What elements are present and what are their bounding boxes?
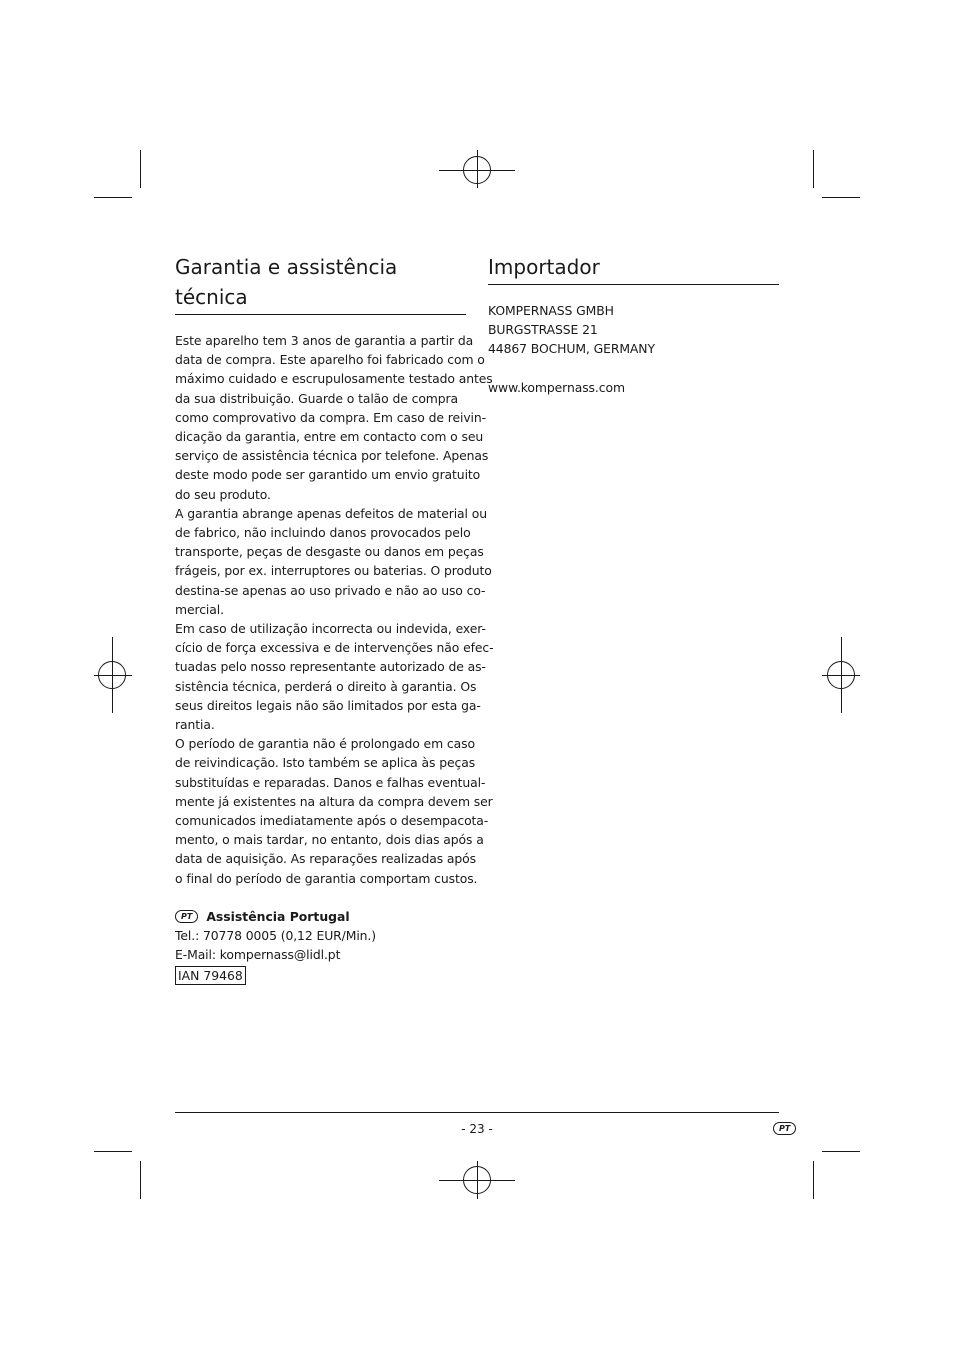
warranty-line: deste modo pode ser garantido um envio gratuito <box>175 467 481 483</box>
warranty-line: mercial. <box>175 601 224 617</box>
warranty-line: seus direitos legais não são limitados por esta ga- <box>175 697 481 713</box>
warranty-line: comunicados imediatamente após o desempacota- <box>175 813 489 829</box>
service-title: Assistência Portugal <box>206 909 350 925</box>
warranty-line: máximo cuidado e escrupulosamente testado antes <box>175 371 493 387</box>
pt-country-badge: PT <box>175 910 198 923</box>
warranty-line: substituídas e reparadas. Danos e falhas eventual- <box>175 774 486 790</box>
service-tel: Tel.: 70778 0005 (0,12 EUR/Min.) <box>175 928 377 944</box>
warranty-line: A garantia abrange apenas defeitos de material ou <box>175 505 487 521</box>
warranty-line: sistência técnica, perderá o direito à garantia. Os <box>175 678 477 694</box>
importer-heading: Importador <box>488 252 779 285</box>
warranty-line: cício de força excessiva e de intervenções não efec- <box>175 640 494 656</box>
address-line: BURGSTRASSE 21 <box>488 322 598 338</box>
address-line: KOMPERNASS GMBH <box>488 303 614 318</box>
warranty-line: transporte, peças de desgaste ou danos em peças <box>175 544 484 560</box>
warranty-line: Em caso de utilização incorrecta ou indevida, exer- <box>175 621 486 637</box>
page-number: - 23 - <box>461 1122 493 1136</box>
crop-mark <box>94 197 132 198</box>
ian-number: IAN 79468 <box>175 966 246 985</box>
crop-mark <box>94 1151 132 1152</box>
warranty-text <box>175 331 494 888</box>
footer-rule <box>175 1112 779 1113</box>
warranty-heading: Garantia e assistência técnica <box>175 252 466 315</box>
warranty-line: destina-se apenas ao uso privado e não ao uso co- <box>175 582 486 598</box>
service-email: E-Mail: kompernass@lidl.pt <box>175 947 341 963</box>
warranty-line: de reivindicação. Isto também se aplica às peças <box>175 755 476 771</box>
website-link[interactable]: www.kompernass.com <box>488 379 625 395</box>
warranty-line: O período de garantia não é prolongado em caso <box>175 736 475 752</box>
warranty-line: o final do período de garantia comportam custos. <box>175 870 478 886</box>
address-line: 44867 BOCHUM, GERMANY <box>488 341 655 357</box>
warranty-line: Este aparelho tem 3 anos de garantia a partir da <box>175 333 474 348</box>
warranty-line: data de compra. Este aparelho foi fabricado com o <box>175 352 485 368</box>
warranty-line: como comprovativo da compra. Em caso de reivin- <box>175 409 487 425</box>
warranty-line: de fabrico, não incluindo danos provocados pelo <box>175 525 471 541</box>
crop-mark <box>822 197 860 198</box>
crop-mark <box>813 150 814 188</box>
crop-mark <box>822 1151 860 1152</box>
warranty-line: data de aquisição. As reparações realizadas após <box>175 851 477 867</box>
service-title-row <box>175 907 466 926</box>
warranty-line: tuadas pelo nosso representante autorizado de as- <box>175 659 486 675</box>
crop-mark <box>140 150 141 188</box>
warranty-line: rantia. <box>175 717 215 733</box>
crop-mark <box>813 1161 814 1199</box>
crop-mark <box>140 1161 141 1199</box>
warranty-line: da sua distribuição. Guarde o talão de compra <box>175 390 459 406</box>
warranty-line: mente já existentes na altura da compra devem ser <box>175 793 493 809</box>
warranty-line: dicação da garantia, entre em contacto com o seu <box>175 429 484 445</box>
warranty-line: do seu produto. <box>175 486 271 502</box>
warranty-line: frágeis, por ex. interruptores ou baterias. O produto <box>175 563 492 579</box>
footer-pt-badge: PT <box>773 1122 796 1135</box>
importer-section <box>488 252 779 397</box>
importer-address <box>488 301 779 397</box>
warranty-line: serviço de assistência técnica por telefone. Apenas <box>175 448 489 464</box>
warranty-section <box>175 252 494 985</box>
warranty-line: mento, o mais tardar, no entanto, dois dias após a <box>175 832 484 848</box>
